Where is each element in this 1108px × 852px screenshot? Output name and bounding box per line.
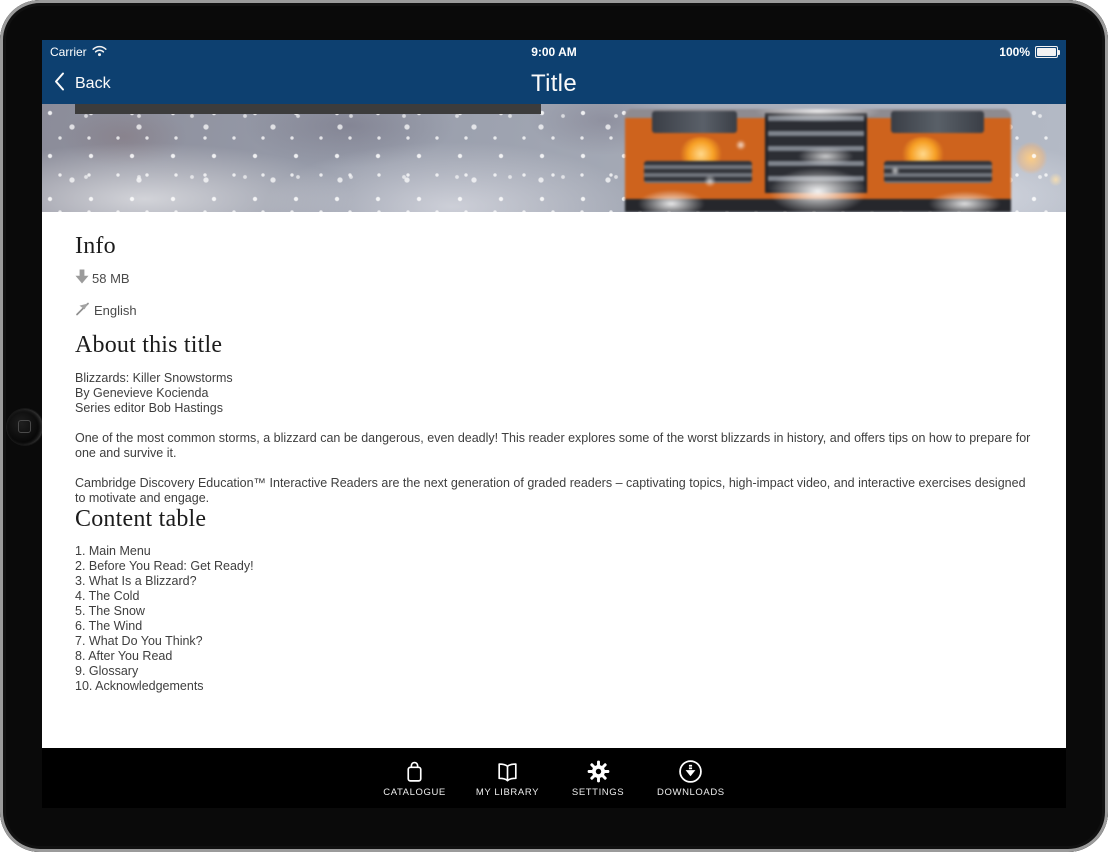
battery-percent: 100% xyxy=(999,45,1030,59)
toc-item: 10. Acknowledgements xyxy=(75,679,204,693)
file-size-row xyxy=(75,269,1033,288)
toc-item: 2. Before You Read: Get Ready! xyxy=(75,559,254,573)
tab-settings[interactable] xyxy=(569,759,627,798)
language-value: English xyxy=(94,302,137,318)
tab-label: SETTINGS xyxy=(571,786,625,798)
status-bar xyxy=(42,40,1066,64)
toc-item: 7. What Do You Think? xyxy=(75,634,203,648)
tab-catalogue[interactable] xyxy=(383,759,446,798)
back-chevron-icon xyxy=(54,72,65,96)
home-button[interactable] xyxy=(7,409,43,445)
wifi-icon xyxy=(92,45,107,60)
series-editor: Series editor Bob Hastings xyxy=(75,401,223,415)
gear-icon xyxy=(586,759,611,784)
bottom-tab-bar xyxy=(42,748,1066,808)
app-screen xyxy=(42,40,1066,808)
clock: 9:00 AM xyxy=(531,45,577,59)
info-heading: Info xyxy=(75,233,116,259)
toc-item: 4. The Cold xyxy=(75,589,140,603)
snowplow-truck xyxy=(625,109,1011,212)
about-heading: About this title xyxy=(75,332,223,358)
book-credits xyxy=(75,371,1033,416)
scrolled-panel-edge xyxy=(75,104,541,114)
page-title: Title xyxy=(531,70,577,97)
tab-downloads[interactable] xyxy=(657,759,725,798)
book-author: By Genevieve Kocienda xyxy=(75,386,209,400)
open-book-icon xyxy=(494,759,521,784)
battery-icon xyxy=(1035,46,1058,58)
carrier-label: Carrier xyxy=(50,45,87,59)
toc-item: 1. Main Menu xyxy=(75,544,151,558)
detail-content xyxy=(42,212,1066,748)
toc-item: 9. Glossary xyxy=(75,664,139,678)
download-size-icon xyxy=(75,269,89,288)
toc-item: 3. What Is a Blizzard? xyxy=(75,574,197,588)
book-title: Blizzards: Killer Snowstorms xyxy=(75,371,233,385)
shopping-bag-icon xyxy=(402,759,427,784)
about-paragraph-1: One of the most common storms, a blizzard can be dangerous, even deadly! This reader explores some of the worst blizzards in history, and offers tips on how to prepare for one and survive it. xyxy=(75,431,1031,460)
tab-label: CATALOGUE xyxy=(383,786,446,798)
content-table-list xyxy=(75,544,1033,694)
file-size-value: 58 MB xyxy=(92,271,130,286)
back-button[interactable] xyxy=(42,64,123,104)
toc-item: 6. The Wind xyxy=(75,619,143,633)
header-image-blizzard xyxy=(42,104,1066,212)
language-row xyxy=(75,301,1033,319)
toc-item: 5. The Snow xyxy=(75,604,145,618)
tab-my-library[interactable] xyxy=(476,759,539,798)
nav-bar xyxy=(42,64,1066,104)
language-flag-icon xyxy=(75,301,91,319)
content-table-heading: Content table xyxy=(75,506,207,532)
toc-item: 8. After You Read xyxy=(75,649,173,663)
about-paragraph-2: Cambridge Discovery Education™ Interactive Readers are the next generation of graded readers – captivating topics, high-impact video, and interactive exercises designed to motivate and engage. xyxy=(75,476,1026,505)
download-circle-icon xyxy=(678,759,703,784)
home-button-glyph xyxy=(18,420,31,433)
tab-label: MY LIBRARY xyxy=(475,786,540,798)
header-chrome xyxy=(42,40,1066,104)
tab-label: DOWNLOADS xyxy=(657,786,725,798)
back-label: Back xyxy=(75,75,111,92)
